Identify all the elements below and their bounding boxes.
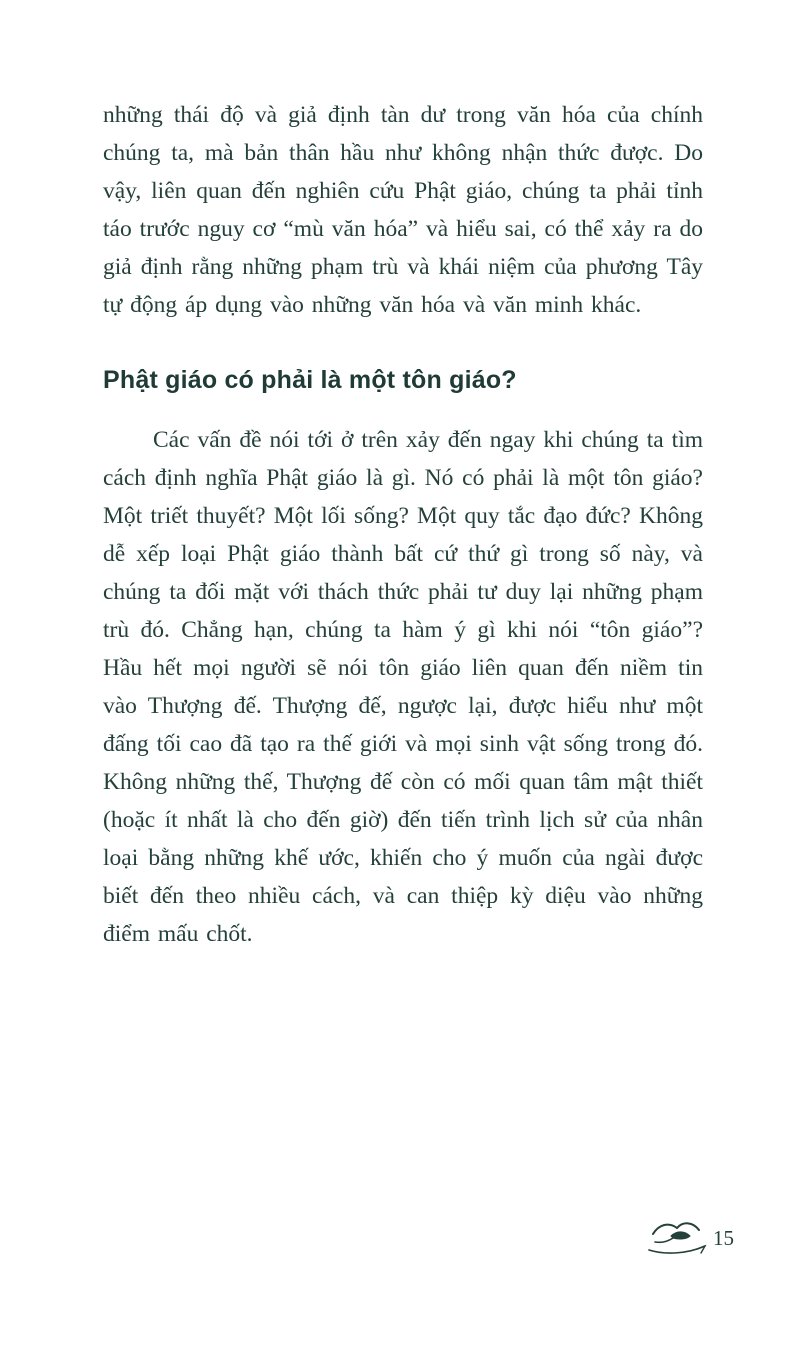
page-footer — [643, 1218, 734, 1258]
paragraph-main: Các vấn đề nói tới ở trên xảy đến ngay khi chúng ta tìm cách định nghĩa Phật giáo là gì. Nó có phải là một tôn giáo? Một triết thuyết? Một lối sống? Một quy tắc đạo đức? Không dễ xếp loại Phật giáo thành bất cứ thứ gì trong số này, và chúng ta đối mặt với thách thức phải tư duy lại những phạm trù đó. Chẳng hạn, chúng ta hàm ý gì khi nói “tôn giáo”? Hầu hết mọi người sẽ nói tôn giáo liên quan đến niềm tin vào Thượng đế. Thượng đế, ngược lại, được hiểu như một đấng tối cao đã tạo ra thế giới và mọi sinh vật sống trong đó. Không những thế, Thượng đế còn có mối quan tâm mật thiết (hoặc ít nhất là cho đến giờ) đến tiến trình lịch sử của nhân loại bằng những khế ước, khiến cho ý muốn của ngài được biết đến theo nhiều cách, và can thiệp kỳ diệu vào những điểm mấu chốt. — [103, 427, 703, 947]
page-number: 15 — [713, 1226, 734, 1250]
page-text-block — [103, 96, 703, 953]
bird-sketch-icon — [643, 1218, 709, 1258]
paragraph-continuation: những thái độ và giả định tàn dư trong văn hóa của chính chúng ta, mà bản thân hầu như không nhận thức được. Do vậy, liên quan đến nghiên cứu Phật giáo, chúng ta phải tỉnh táo trước nguy cơ “mù văn hóa” và hiểu sai, có thể xảy ra do giả định rằng những phạm trù và khái niệm của phương Tây tự động áp dụng vào những văn hóa và văn minh khác. — [103, 102, 703, 318]
section-heading: Phật giáo có phải là một tôn giáo? — [103, 366, 517, 394]
